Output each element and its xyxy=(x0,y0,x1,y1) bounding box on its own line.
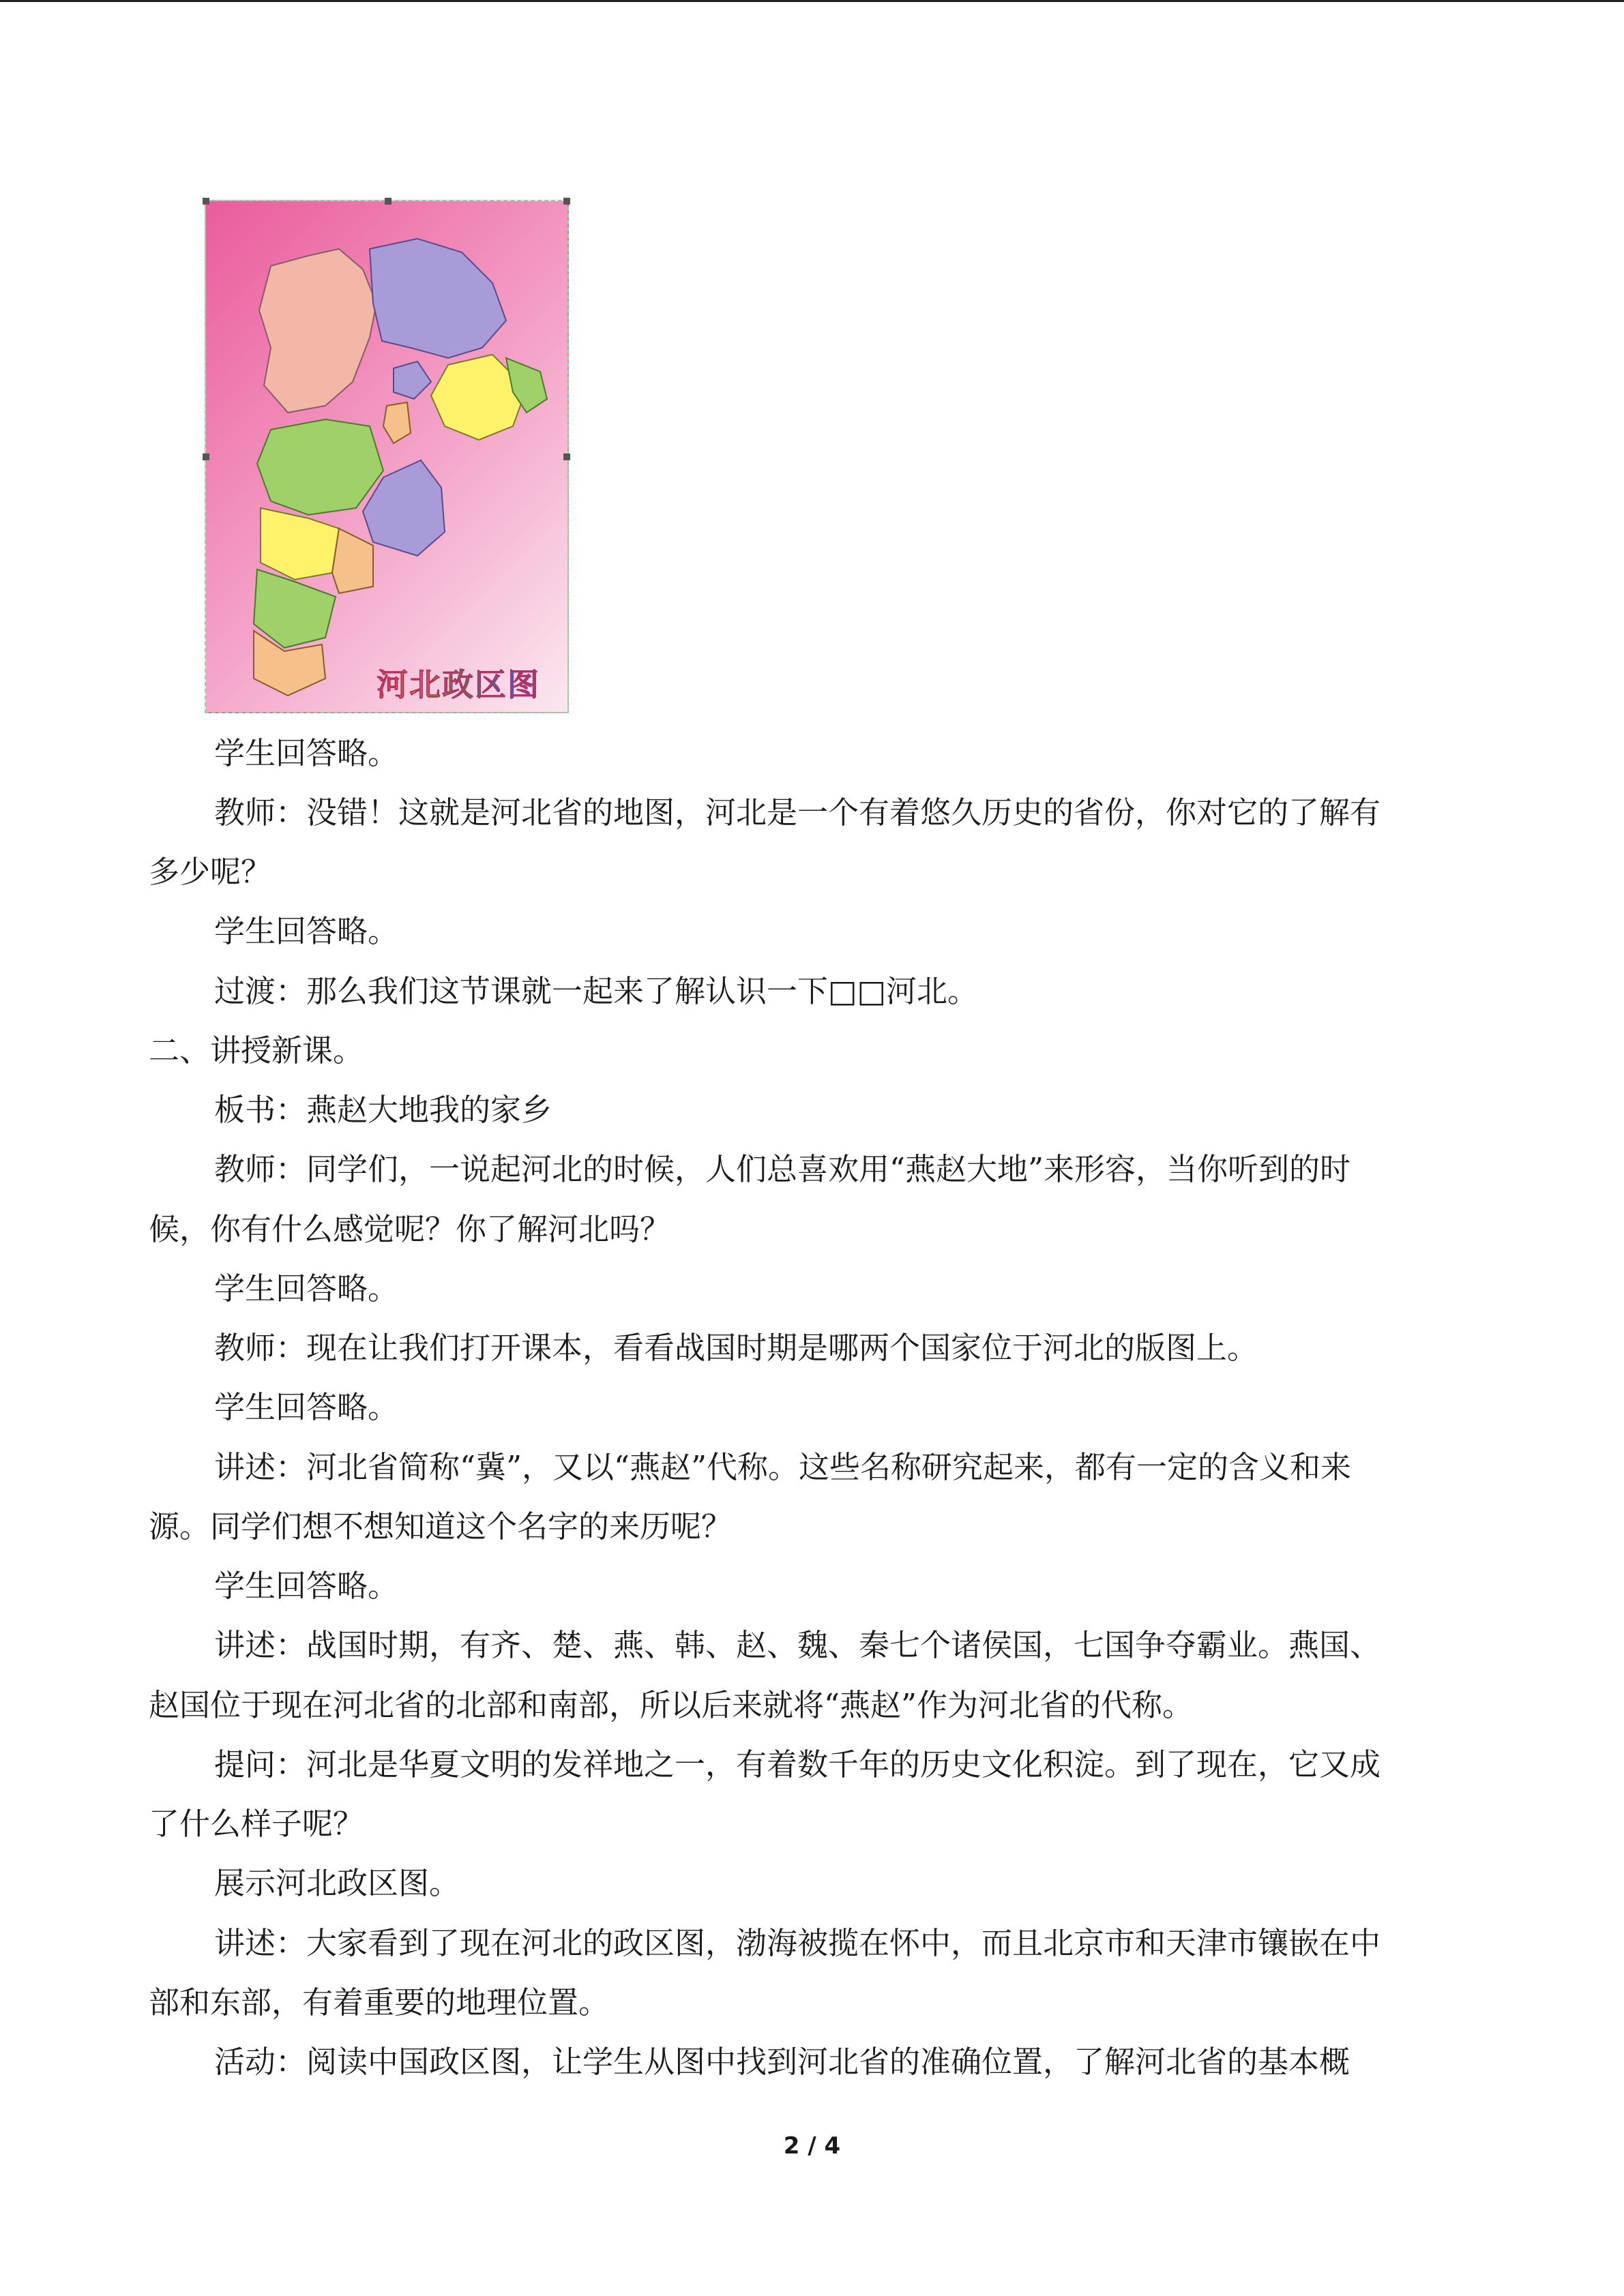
paragraph-line: 了什么样子呢？ xyxy=(149,1806,364,1842)
paragraph-line: 过渡：那么我们这节课就一起来了解认识一下□□河北。 xyxy=(214,973,979,1009)
map-region-zhangjiakou xyxy=(259,249,377,413)
paragraph-line: 部和东部，有着重要的地理位置。 xyxy=(149,1984,610,2021)
paragraph-line: 教师：没错！这就是河北省的地图，河北是一个有着悠久历史的省份，你对它的了解有 xyxy=(214,794,1381,831)
resize-handle-right[interactable] xyxy=(563,453,570,460)
paragraph-line: 学生回答略。 xyxy=(214,1568,399,1604)
map-region-baoding xyxy=(257,419,383,515)
top-border xyxy=(0,0,1624,2)
paragraph-line: 讲述：河北省简称“冀”，又以“燕赵”代称。这些名称研究起来，都有一定的含义和来 xyxy=(214,1449,1352,1485)
map-region-shijiazhuang xyxy=(261,508,339,580)
map-region-beijing xyxy=(394,361,431,399)
map-title: 河北政区图 xyxy=(377,666,540,703)
section-heading: 二、讲授新课。 xyxy=(149,1032,364,1069)
hebei-map-shapes xyxy=(206,201,567,712)
paragraph-line: 赵国位于现在河北省的北部和南部，所以后来就将“燕赵”作为河北省的代称。 xyxy=(149,1687,1194,1723)
resize-handle-left[interactable] xyxy=(203,453,209,460)
paragraph-line: 活动：阅读中国政区图，让学生从图中找到河北省的准确位置，了解河北省的基本概 xyxy=(214,2044,1350,2080)
map-region-tianjin xyxy=(383,402,411,443)
map-region-xingtai xyxy=(254,569,336,648)
paragraph-line: 教师：同学们，一说起河北的时候，人们总喜欢用“燕赵大地”来形容，当你听到的时 xyxy=(214,1151,1351,1187)
paragraph-line: 候，你有什么感觉呢？你了解河北吗？ xyxy=(149,1211,671,1247)
paragraph-line: 学生回答略。 xyxy=(214,913,399,949)
paragraph-line: 学生回答略。 xyxy=(214,735,399,771)
paragraph-line: 展示河北政区图。 xyxy=(214,1865,460,1901)
paragraph-line: 讲述：大家看到了现在河北的政区图，渤海被揽在怀中，而且北京市和天津市镶嵌在中 xyxy=(214,1925,1381,1961)
map-region-hengshui xyxy=(332,528,373,593)
page-number: 2 / 4 xyxy=(783,2132,841,2160)
paragraph-line: 多少呢？ xyxy=(149,854,272,890)
hebei-map-figure[interactable] xyxy=(205,200,569,713)
resize-handle-top-right[interactable] xyxy=(563,198,570,205)
paragraph-line: 学生回答略。 xyxy=(214,1389,399,1425)
resize-handle-top[interactable] xyxy=(385,198,392,205)
paragraph-line: 提问：河北是华夏文明的发祥地之一，有着数千年的历史文化积淀。到了现在，它又成 xyxy=(214,1746,1381,1783)
map-region-chengde xyxy=(370,239,506,358)
resize-handle-top-left[interactable] xyxy=(203,198,209,205)
paragraph-line: 板书：燕赵大地我的家乡 xyxy=(214,1092,552,1128)
paragraph-line: 教师：现在让我们打开课本，看看战国时期是哪两个国家位于河北的版图上。 xyxy=(214,1330,1258,1366)
paragraph-line: 学生回答略。 xyxy=(214,1270,399,1307)
paragraph-line: 讲述：战国时期，有齐、楚、燕、韩、赵、魏、秦七个诸侯国，七国争夺霸业。燕国、 xyxy=(214,1627,1381,1663)
paragraph-line: 源。同学们想不想知道这个名字的来历呢？ xyxy=(149,1508,733,1545)
